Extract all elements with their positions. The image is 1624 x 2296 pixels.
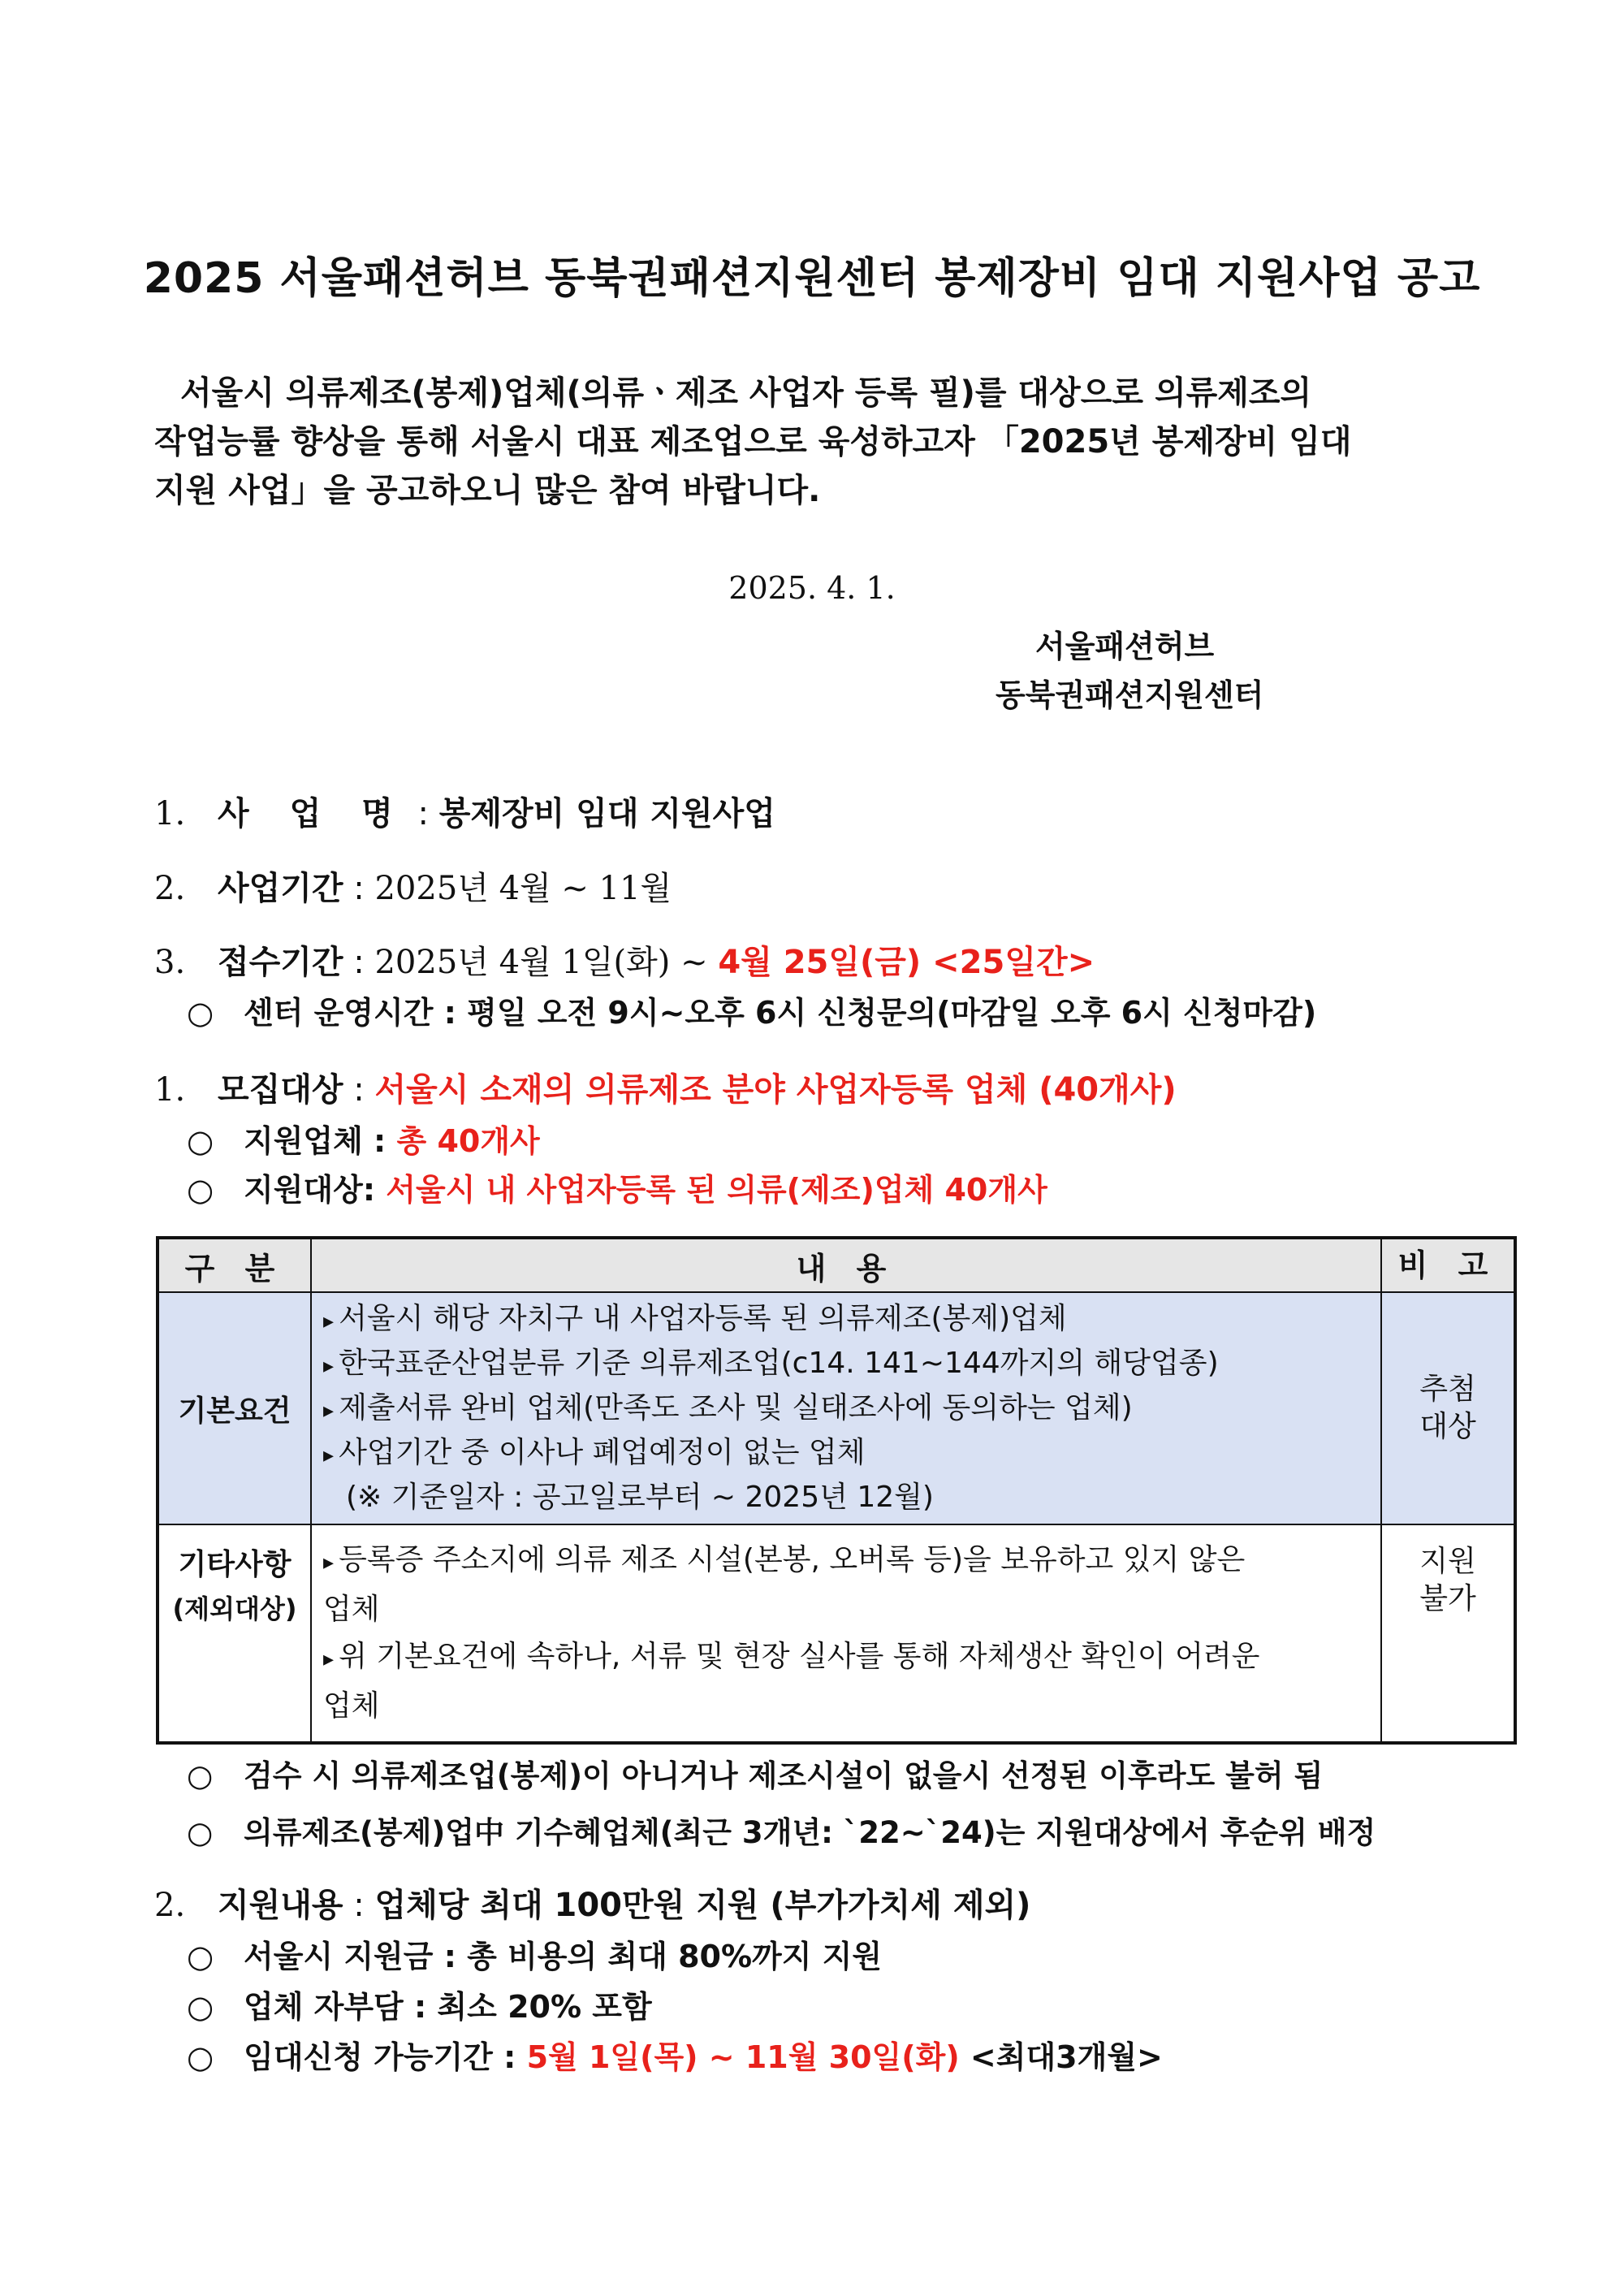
list-item [323,1298,1369,1343]
rental-period-label: 임대신청 가능기간 : [244,2039,527,2075]
triangle-bullet-icon: ▸ [323,1550,335,1575]
table-row [158,1292,1515,1524]
row-note [1381,1524,1515,1743]
list-item [323,1343,1369,1387]
target-count: (40개사) [1027,1071,1177,1109]
operating-hours [187,988,1316,1032]
header-content: 내 용 [311,1238,1381,1292]
list-item [323,1387,1369,1432]
exclusion-text: 등록증 주소지에 의류 제조 시설(본봉, 오버록 등)을 보유하고 있지 않은 [339,1543,1246,1576]
circle-bullet-icon: ○ [187,1939,214,1974]
seoul-subsidy-text: 서울시 지원금 : 총 비용의 최대 80%까지 지원 [244,1939,883,1974]
triangle-bullet-icon: ▸ [323,1399,335,1423]
section-label: 사 업 명 [218,795,408,832]
row-category [158,1524,311,1743]
circle-bullet-icon: ○ [187,1989,214,2025]
intro-line-3: 지원 사업」을 공고하오니 많은 참여 바랍니다. [154,472,821,509]
exclusion-text: 위 기본요건에 속하나, 서류 및 현장 실사를 통해 자체생산 확인이 어려운 [339,1640,1260,1673]
table-row [158,1524,1515,1743]
separator: : [343,1071,375,1109]
support-target-value: 서울시 내 사업자등록 된 의류(제조)업체 40개사 [386,1172,1047,1208]
support-target [187,1165,1047,1209]
circle-bullet-icon: ○ [187,1815,214,1850]
separator: : [343,1887,375,1924]
rental-period-value: 5월 1일(목) ~ 11월 30일(화) [526,2039,960,2075]
section-application-period [154,936,1095,983]
triangle-bullet-icon: ▸ [323,1647,335,1671]
list-item [323,1633,1369,1683]
section-number: 2. [154,870,186,907]
note-line: 불가 [1419,1582,1476,1615]
header-note: 비 고 [1381,1238,1515,1292]
section-value: 봉제장비 임대 지원사업 [438,795,775,832]
requirements-table [156,1236,1517,1745]
triangle-bullet-icon: ▸ [323,1354,335,1378]
section-value: 업체당 최대 100만원 지원 (부가가치세 제외) [374,1887,1031,1924]
row-note [1381,1292,1515,1524]
seoul-subsidy [187,1931,882,1976]
exclusion-text-cont: 업체 [323,1593,380,1626]
triangle-bullet-icon: ▸ [323,1443,335,1468]
requirement-text: 한국표준산업분류 기준 의류제조업(c14. 141~144까지의 해당업종) [339,1347,1219,1380]
support-target-label: 지원대상: [244,1172,387,1208]
section-business-name [154,788,775,834]
note-line: 지원 [1419,1545,1476,1578]
section-value: 2025년 4월 ~ 11월 [374,870,672,907]
circle-bullet-icon: ○ [187,1123,214,1159]
intro-line-2: 작업능률 향상을 통해 서울시 대표 제조업으로 육성하고자 「2025년 봉제장비 임대 [154,423,1352,460]
announcement-date: 2025. 4. 1. [728,570,896,606]
category-line: 기타사항 [178,1548,292,1581]
support-companies-label: 지원업체 : [244,1123,397,1159]
note-inspection [187,1751,1323,1795]
org-name-line-1: 서울패션허브 [1035,629,1215,664]
intro-line-1: 서울시 의류제조(봉제)업체(의류ㆍ제조 사업자 등록 필)를 대상으로 의류제조의 [180,374,1312,412]
requirement-text: 서울시 해당 자치구 내 사업자등록 된 의류제조(봉제)업체 [339,1302,1067,1335]
section-recruitment-target [154,1064,1177,1110]
section-support-content [154,1879,1030,1926]
section-number: 1. [154,1071,186,1109]
section-business-period [154,863,672,909]
circle-bullet-icon: ○ [187,995,214,1031]
section-label: 접수기간 [218,944,343,981]
header-category: 구 분 [158,1238,311,1292]
footnote: (※ 기준일자 : 공고일로부터 ~ 2025년 12월) [346,1481,934,1514]
circle-bullet-icon: ○ [187,1172,214,1208]
exclusion-text-cont: 업체 [323,1689,380,1723]
section-label: 사업기간 [218,870,343,907]
support-companies [187,1116,540,1161]
company-contribution [187,1982,652,2026]
requirement-text: 사업기간 중 이사나 폐업예정이 없는 업체 [339,1436,866,1469]
period-start: 2025년 4월 1일(화) ~ [374,944,719,981]
section-label: 모집대상 [218,1071,343,1109]
rental-period-max: <최대3개월> [959,2039,1163,2075]
category-line: (제외대상) [172,1593,297,1624]
rental-period [187,2032,1163,2077]
company-contribution-text: 업체 자부담 : 최소 20% 포함 [244,1989,652,2025]
operating-hours-text: 센터 운영시간 : 평일 오전 9시~오후 6시 신청문의(마감일 오후 6시 신청마감) [244,995,1317,1031]
separator: : [343,870,375,907]
support-companies-value: 총 40개사 [396,1123,540,1159]
row-content [311,1292,1381,1524]
circle-bullet-icon: ○ [187,1758,214,1793]
separator: : [407,795,439,832]
note-inspection-text: 검수 시 의류제조업(봉제)이 아니거나 제조시설이 없을시 선정된 이후라도 불허 됨 [244,1758,1324,1793]
section-number: 3. [154,944,186,981]
row-category: 기본요건 [158,1292,311,1524]
list-item [323,1537,1369,1586]
row-content [311,1524,1381,1743]
list-item [323,1432,1369,1477]
note-priority-text: 의류제조(봉제)업中 기수혜업체(최근 3개년: `22~`24)는 지원대상에서 후순위 배정 [244,1815,1376,1850]
separator: : [343,944,375,981]
note-line: 대상 [1419,1410,1476,1443]
page-title: 2025 서울패션허브 동북권패션지원센터 봉제장비 임대 지원사업 공고 [143,254,1481,303]
section-label: 지원내용 [218,1887,343,1924]
target-description: 서울시 소재의 의류제조 분야 사업자등록 업체 [374,1071,1028,1109]
note-priority [187,1808,1376,1852]
note-line: 추첨 [1419,1373,1476,1406]
triangle-bullet-icon: ▸ [323,1309,335,1334]
table-header-row [158,1238,1515,1292]
section-number: 1. [154,795,186,832]
org-name-line-2: 동북권패션지원센터 [996,677,1264,713]
section-number: 2. [154,1887,186,1924]
circle-bullet-icon: ○ [187,2039,214,2075]
period-end: 4월 25일(금) <25일간> [718,944,1095,981]
requirement-text: 제출서류 완비 업체(만족도 조사 및 실태조사에 동의하는 업체) [339,1391,1133,1425]
